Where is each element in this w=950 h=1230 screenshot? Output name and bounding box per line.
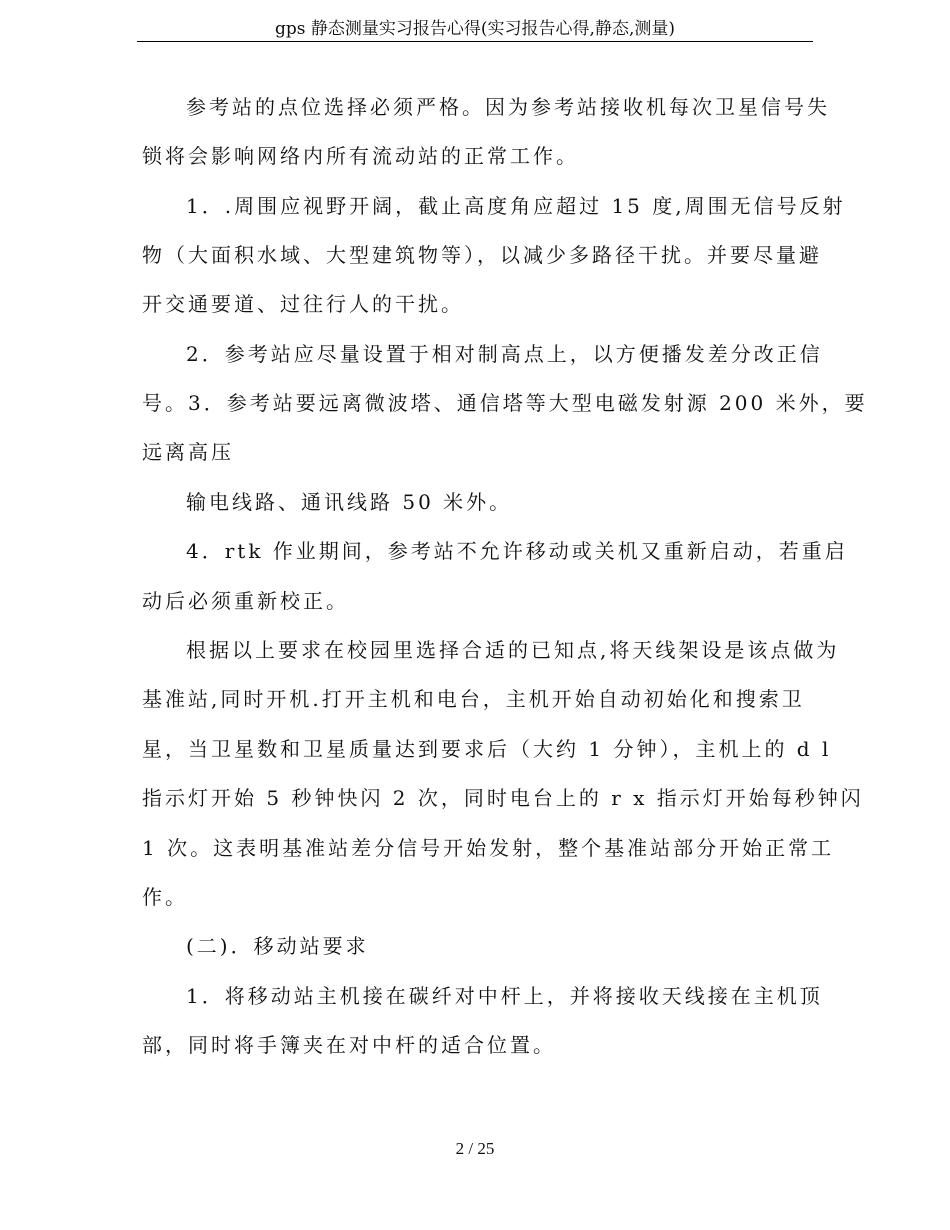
header-divider [137, 41, 813, 42]
page-number: 2 / 25 [455, 1139, 495, 1158]
paragraph-line: 物（大面积水域、大型建筑物等），以减少多路径干扰。并要尽量避 [142, 243, 822, 267]
paragraph-line: 4．rtk 作业期间，参考站不允许移动或关机又重新启动，若重启 [186, 539, 848, 563]
paragraph-line: 2．参考站应尽量设置于相对制高点上，以方便播发差分改正信 [186, 342, 823, 366]
paragraph-line: 1．将移动站主机接在碳纤对中杆上，并将接收天线接在主机顶 [186, 984, 823, 1008]
paragraph-line: 指示灯开始 5 秒钟快闪 2 次，同时电台上的 r x 指示灯开始每秒钟闪 [142, 786, 864, 810]
section-heading: (二)．移动站要求 [186, 934, 369, 958]
paragraph-line: 基准站,同时开机.打开主机和电台，主机开始自动初始化和搜索卫 [142, 687, 805, 711]
paragraph-line: 锁将会影响网络内所有流动站的正常工作。 [142, 144, 579, 168]
paragraph-line: 远离高压 [142, 440, 234, 464]
paragraph-line: 号。3．参考站要远离微波塔、通信塔等大型电磁发射源 200 米外，要 [142, 391, 868, 415]
paragraph-line: 星，当卫星数和卫星质量达到要求后（大约 1 分钟），主机上的 d l [142, 737, 832, 761]
paragraph-line: 动后必须重新校正。 [142, 589, 349, 613]
paragraph-line: 开交通要道、过往行人的干扰。 [142, 292, 464, 316]
paragraph-line: 部，同时将手簿夹在对中杆的适合位置。 [142, 1033, 556, 1057]
paragraph-line: 作。 [142, 885, 188, 909]
document-title: gps 静态测量实习报告心得(实习报告心得,静态,测量) [275, 19, 675, 39]
paragraph-line: 1．.周围应视野开阔，截止高度角应超过 15 度,周围无信号反射 [186, 194, 846, 218]
paragraph-line: 根据以上要求在校园里选择合适的已知点,将天线架设是该点做为 [186, 638, 840, 662]
paragraph-line: 参考站的点位选择必须严格。因为参考站接收机每次卫星信号失 [186, 95, 830, 119]
paragraph-line: 输电线路、通讯线路 50 米外。 [186, 490, 513, 514]
paragraph-line: 1 次。这表明基准站差分信号开始发射，整个基准站部分开始正常工 [142, 836, 835, 860]
